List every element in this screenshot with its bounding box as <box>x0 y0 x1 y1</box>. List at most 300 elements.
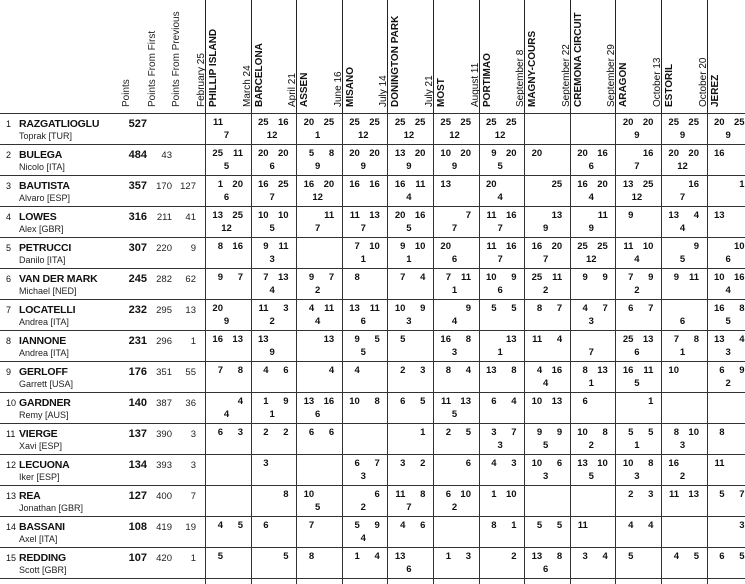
race-result-cell <box>479 516 525 547</box>
race1-points: 5 <box>217 551 223 562</box>
race-result-cell <box>707 454 745 485</box>
race-result-cell <box>251 113 297 144</box>
race-result-cell <box>205 454 251 485</box>
race1-points: 7 <box>445 272 451 283</box>
superpole-points: 1 <box>679 347 686 358</box>
round-venue: MAGNY-COURS <box>527 30 539 107</box>
race1-points: 5 <box>400 334 406 345</box>
race-result-cell <box>342 392 388 423</box>
race1-points: 11 <box>668 489 679 500</box>
rider-points-from-first: 351 <box>156 367 172 378</box>
rider-name: Garrett [USA] <box>19 379 74 389</box>
race-result-cell <box>342 330 388 361</box>
race-result-cell <box>205 392 251 423</box>
rider-name: Jonathan [GBR] <box>19 503 84 513</box>
race-result-cell <box>387 516 433 547</box>
rider-points: 140 <box>128 397 147 409</box>
race2-points: 5 <box>511 303 517 314</box>
rider-position: 10 <box>6 398 17 408</box>
race2-points: 10 <box>506 489 517 500</box>
race-result-cell <box>205 485 251 516</box>
race-result-cell <box>387 392 433 423</box>
superpole-points: 5 <box>634 378 640 389</box>
race-result-cell <box>661 268 707 299</box>
race1-points: 1 <box>445 551 451 562</box>
race1-points: 16 <box>668 458 679 469</box>
race1-points: 9 <box>263 241 269 252</box>
race1-points: 8 <box>217 241 223 252</box>
race1-points: 6 <box>628 303 634 314</box>
rider-points-from-previous: 41 <box>185 212 196 223</box>
race-result-cell <box>661 454 707 485</box>
superpole-points: 1 <box>360 254 366 265</box>
race1-points: 6 <box>719 365 725 376</box>
race2-points: 20 <box>369 148 380 159</box>
table-row <box>0 485 745 516</box>
race1-points: 10 <box>486 272 497 283</box>
superpole-points: 7 <box>360 223 366 234</box>
rider-points-from-first: 400 <box>156 491 172 502</box>
round-date: July 21 <box>424 75 435 107</box>
race2-points: 7 <box>511 427 517 438</box>
rider-name: Nicolo [ITA] <box>19 162 65 172</box>
table-row <box>0 547 745 578</box>
superpole-points: 7 <box>269 192 275 203</box>
race-result-cell <box>296 175 342 206</box>
race-result-cell <box>479 485 525 516</box>
race2-points: 16 <box>232 241 243 252</box>
rider-surname: GARDNER <box>19 397 71 409</box>
race2-points: 10 <box>460 489 471 500</box>
race2-points: 20 <box>232 179 243 190</box>
race1-points: 8 <box>445 365 451 376</box>
race1-points: 9 <box>217 272 223 283</box>
round-date: August 11 <box>469 62 481 107</box>
race-result-cell <box>342 454 388 485</box>
race2-points: 10 <box>642 241 654 252</box>
round-header-text <box>606 44 630 107</box>
race1-points: 11 <box>623 241 634 252</box>
race-result-cell <box>251 299 297 330</box>
race1-points: 13 <box>349 303 360 314</box>
race2-points: 6 <box>328 427 335 438</box>
race1-points: 20 <box>258 148 269 159</box>
race2-points: 9 <box>602 272 608 283</box>
race2-points: 3 <box>739 520 745 531</box>
round-header-text <box>242 43 266 107</box>
rider-position: 2 <box>6 150 12 160</box>
race1-points: 10 <box>258 210 269 221</box>
race2-points: 20 <box>460 148 471 159</box>
race-result-cell <box>251 392 297 423</box>
race-result-cell <box>707 547 745 578</box>
round-date: March 24 <box>241 65 253 107</box>
race-result-cell <box>296 299 342 330</box>
rider-position: 11 <box>6 429 16 439</box>
rider-position: 13 <box>6 491 17 501</box>
race-result-cell <box>570 175 616 206</box>
race2-points: 7 <box>328 272 335 283</box>
race2-points: 13 <box>232 334 243 345</box>
race-result-cell <box>524 237 570 268</box>
race2-points: 11 <box>597 210 608 221</box>
race1-points: 9 <box>308 272 315 283</box>
superpole-points: 6 <box>406 564 412 575</box>
race-result-cell <box>707 113 745 144</box>
rider-position: 8 <box>6 336 12 346</box>
race-result-cell <box>251 454 297 485</box>
race-result-cell <box>615 485 661 516</box>
race1-points: 7 <box>354 241 360 252</box>
superpole-points: 6 <box>269 161 275 172</box>
rider-points-from-previous: 62 <box>185 274 196 285</box>
race2-points: 7 <box>374 458 380 469</box>
race2-points: 4 <box>465 365 471 376</box>
superpole-points: 6 <box>634 347 640 358</box>
race-result-cell <box>387 485 433 516</box>
race1-points: 9 <box>628 210 634 221</box>
race-result-cell <box>615 144 661 175</box>
race-result-cell <box>615 113 661 144</box>
superpole-points: 4 <box>360 533 366 544</box>
race2-points: 7 <box>739 489 745 500</box>
superpole-points: 7 <box>588 347 594 358</box>
race-result-cell <box>205 206 251 237</box>
race2-points: 13 <box>642 334 654 345</box>
race2-points: 7 <box>648 303 654 314</box>
race1-points: 6 <box>354 458 360 469</box>
superpole-points: 12 <box>358 130 369 141</box>
race2-points: 2 <box>420 458 426 469</box>
race-result-cell <box>661 392 707 423</box>
round-venue: CREMONA CIRCUIT <box>572 12 584 107</box>
race2-points: 6 <box>374 489 380 500</box>
superpole-points: 4 <box>223 409 230 420</box>
superpole-points: 9 <box>543 223 549 234</box>
race1-points: 16 <box>714 303 725 314</box>
superpole-points: 5 <box>269 223 275 234</box>
superpole-points: 2 <box>725 378 731 389</box>
round-header-12 <box>697 0 745 113</box>
race-result-cell <box>570 299 616 330</box>
race-result-cell <box>707 144 745 175</box>
race1-points: 11 <box>486 210 497 221</box>
race2-points: 20 <box>597 179 608 190</box>
race-result-cell <box>661 330 707 361</box>
race1-points: 1 <box>354 551 360 562</box>
race1-points: 11 <box>532 334 543 345</box>
rider-surname: VIERGE <box>19 428 58 440</box>
superpole-points: 3 <box>725 347 731 358</box>
race2-points: 10 <box>734 241 745 252</box>
race1-points: 25 <box>258 117 269 128</box>
superpole-points: 5 <box>451 409 458 420</box>
race2-points: 13 <box>323 334 335 345</box>
superpole-points: 12 <box>494 130 506 141</box>
superpole-points: 3 <box>588 316 594 327</box>
race2-points: 25 <box>506 117 517 128</box>
race-result-cell <box>205 547 251 578</box>
superpole-points: 6 <box>543 564 549 575</box>
race-result-cell <box>433 206 479 237</box>
race2-points: 4 <box>237 396 243 407</box>
race-result-cell <box>707 485 745 516</box>
race1-points: 16 <box>531 241 543 252</box>
rider-points: 245 <box>128 273 147 285</box>
race1-points: 25 <box>531 272 543 283</box>
rider-name: Scott [GBR] <box>19 565 67 575</box>
race-result-cell <box>342 268 388 299</box>
race2-points: 3 <box>420 365 426 376</box>
race-result-cell <box>524 206 570 237</box>
race-result-cell <box>251 330 297 361</box>
race1-points: 7 <box>308 520 315 531</box>
race-result-cell <box>433 423 479 454</box>
race2-points: 3 <box>465 551 471 562</box>
race-result-cell <box>524 330 570 361</box>
race-result-cell <box>205 299 251 330</box>
race-result-cell <box>387 454 433 485</box>
rider-points: 357 <box>128 180 147 192</box>
race2-points: 3 <box>237 427 243 438</box>
race1-points: 13 <box>714 334 725 345</box>
race2-points: 20 <box>551 241 563 252</box>
round-venue: ASSEN <box>299 72 311 107</box>
race-result-cell <box>251 175 297 206</box>
rider-points-from-first: 296 <box>156 336 172 347</box>
superpole-points: 4 <box>725 285 731 296</box>
race-result-cell <box>387 237 433 268</box>
superpole-points: 4 <box>634 254 640 265</box>
race2-points: 4 <box>556 334 563 345</box>
race2-points: 13 <box>551 210 563 221</box>
race1-points: 3 <box>491 427 497 438</box>
superpole-points: 5 <box>679 254 686 265</box>
points-from-first-header-label: Points From First <box>147 30 158 107</box>
race-result-cell <box>251 206 297 237</box>
race-result-cell <box>615 423 661 454</box>
race1-points: 16 <box>440 334 451 345</box>
race-result-cell <box>524 547 570 578</box>
race-result-cell <box>615 547 661 578</box>
race-result-cell <box>479 144 525 175</box>
race-result-cell <box>433 299 479 330</box>
race1-points: 6 <box>445 489 451 500</box>
race1-points: 13 <box>714 210 725 221</box>
race-result-cell <box>615 454 661 485</box>
race-result-cell <box>387 144 433 175</box>
race1-points: 25 <box>668 117 679 128</box>
race-result-cell <box>433 237 479 268</box>
race-result-cell <box>479 423 525 454</box>
race-result-cell <box>205 516 251 547</box>
race1-points: 13 <box>394 148 406 159</box>
race2-points: 6 <box>465 458 471 469</box>
superpole-points: 1 <box>269 409 275 420</box>
race1-points: 4 <box>354 365 360 376</box>
race-result-cell <box>296 330 342 361</box>
superpole-points: 7 <box>679 192 686 203</box>
race1-points: 9 <box>354 334 360 345</box>
race2-points: 20 <box>642 117 654 128</box>
race-result-cell <box>433 113 479 144</box>
superpole-points: 9 <box>406 161 412 172</box>
race1-points: 16 <box>714 148 725 159</box>
race1-points: 20 <box>394 210 406 221</box>
race1-points: 8 <box>308 551 315 562</box>
race2-points: 5 <box>739 551 745 562</box>
superpole-points: 1 <box>406 254 412 265</box>
superpole-points: 12 <box>221 223 232 234</box>
race2-points: 9 <box>511 272 517 283</box>
race-result-cell <box>524 516 570 547</box>
race1-points: 1 <box>491 489 497 500</box>
rider-points-from-previous: 1 <box>190 553 196 564</box>
superpole-points: 9 <box>269 347 275 358</box>
race-result-cell <box>479 392 525 423</box>
race2-points: 4 <box>374 551 380 562</box>
race-result-cell <box>661 516 707 547</box>
race-result-cell <box>205 361 251 392</box>
table-row <box>0 423 745 454</box>
race1-points: 11 <box>486 241 497 252</box>
race2-points: 3 <box>511 458 517 469</box>
race-result-cell <box>251 237 297 268</box>
race-result-cell <box>387 299 433 330</box>
race2-points: 6 <box>283 365 289 376</box>
race1-points: 20 <box>486 179 497 190</box>
rider-points: 108 <box>128 521 147 533</box>
race2-points: 10 <box>688 427 699 438</box>
race1-points: 5 <box>628 551 634 562</box>
race1-points: 3 <box>263 458 269 469</box>
race-result-cell <box>387 175 433 206</box>
superpole-points: 5 <box>725 316 731 327</box>
race2-points: 16 <box>734 272 745 283</box>
race-result-cell <box>524 175 570 206</box>
rider-name: Andrea [ITA] <box>19 348 69 358</box>
race1-points: 6 <box>491 396 497 407</box>
race1-points: 16 <box>577 179 588 190</box>
rider-name: Alex [GBR] <box>19 224 64 234</box>
race2-points: 11 <box>324 210 335 221</box>
race-result-cell <box>707 423 745 454</box>
race1-points: 6 <box>582 396 588 407</box>
round-header-text <box>333 67 357 107</box>
race2-points: 8 <box>465 334 471 345</box>
race2-points: 10 <box>369 241 380 252</box>
race2-points: 16 <box>642 148 654 159</box>
race-result-cell <box>387 206 433 237</box>
rider-points-from-first: 387 <box>156 398 172 409</box>
race-result-cell <box>296 485 342 516</box>
round-date: September 29 <box>606 44 618 107</box>
round-venue: DONINGTON PARK <box>390 15 402 107</box>
race-result-cell <box>570 423 616 454</box>
race-result-cell <box>707 206 745 237</box>
superpole-points: 5 <box>543 440 549 451</box>
race-result-cell <box>387 268 433 299</box>
rider-position: 4 <box>6 212 12 222</box>
race-result-cell <box>570 516 616 547</box>
race-result-cell <box>296 547 342 578</box>
superpole-points: 12 <box>449 130 460 141</box>
race-result-cell <box>479 330 525 361</box>
race1-points: 8 <box>673 427 679 438</box>
rider-points-from-previous: 3 <box>190 460 196 471</box>
race2-points: 8 <box>556 551 563 562</box>
superpole-points: 1 <box>497 347 503 358</box>
race-result-cell <box>707 299 745 330</box>
race2-points: 20 <box>323 179 335 190</box>
race2-points: 10 <box>597 458 608 469</box>
superpole-points: 9 <box>223 316 230 327</box>
round-date: April 21 <box>287 73 299 107</box>
table-row <box>0 113 745 144</box>
superpole-points: 5 <box>360 347 366 358</box>
superpole-points: 4 <box>543 378 549 389</box>
race-result-cell <box>433 454 479 485</box>
race2-points: 4 <box>648 520 654 531</box>
race1-points: 8 <box>491 520 497 531</box>
race2-points: 8 <box>648 458 654 469</box>
rider-surname: LECUONA <box>19 459 70 471</box>
race1-points: 25 <box>622 334 634 345</box>
race2-points: 20 <box>506 148 517 159</box>
race1-points: 20 <box>714 117 725 128</box>
race2-points: 20 <box>688 148 699 159</box>
race1-points: 13 <box>394 551 406 562</box>
race1-points: 13 <box>212 210 223 221</box>
superpole-points: 12 <box>631 192 643 203</box>
superpole-points: 5 <box>406 223 412 234</box>
rider-surname: LOWES <box>19 211 57 223</box>
round-venue: MISANO <box>344 67 356 107</box>
rider-points-from-previous: 13 <box>185 305 196 316</box>
superpole-points: 12 <box>312 192 323 203</box>
rider-surname: PETRUCCI <box>19 242 72 254</box>
race1-points: 25 <box>349 117 360 128</box>
race2-points: 11 <box>324 303 335 314</box>
race1-points: 1 <box>217 179 223 190</box>
superpole-points: 4 <box>497 192 503 203</box>
race-result-cell <box>524 485 570 516</box>
race1-points: 10 <box>577 427 588 438</box>
race-result-cell <box>251 485 297 516</box>
rider-name: Andrea [ITA] <box>19 317 69 327</box>
race-result-cell <box>433 175 479 206</box>
race2-points: 13 <box>506 334 517 345</box>
race-result-cell <box>251 144 297 175</box>
superpole-points: 3 <box>497 440 503 451</box>
superpole-points: 2 <box>543 285 549 296</box>
race1-points: 5 <box>719 489 725 500</box>
points-header-label: Points <box>121 79 132 107</box>
rider-points-from-first: 420 <box>156 553 172 564</box>
race-result-cell <box>661 547 707 578</box>
race-result-cell <box>433 144 479 175</box>
race1-points: 6 <box>400 396 406 407</box>
rider-points-from-first: 211 <box>156 212 172 223</box>
race2-points: 13 <box>688 489 699 500</box>
round-header-text <box>561 12 585 107</box>
round-date: February 25 <box>196 53 207 107</box>
rider-surname: REDDING <box>19 552 67 564</box>
superpole-points: 1 <box>588 378 594 389</box>
points-from-previous-header-label: Points From Previous <box>171 11 182 107</box>
race2-points: 8 <box>602 427 608 438</box>
race-result-cell <box>479 268 525 299</box>
